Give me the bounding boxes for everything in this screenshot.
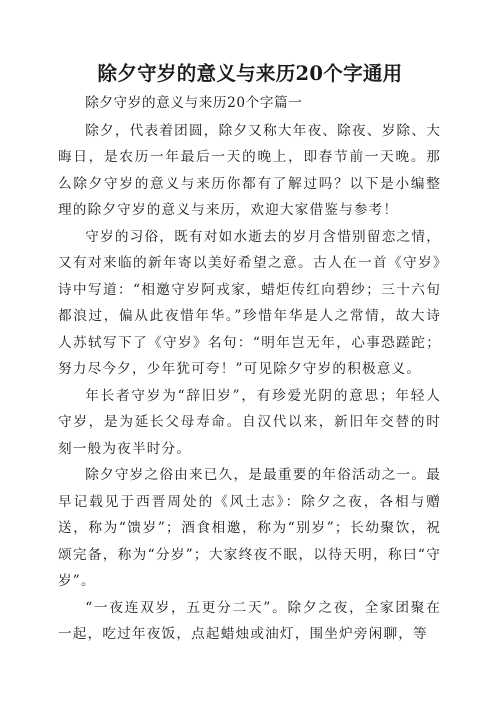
document-body <box>58 90 441 648</box>
document-title: 除夕守岁的意义与来历20个字通用 <box>97 62 403 85</box>
paragraph-new-year-eve: “一夜连双岁，五更分二天”。除夕之夜，全家团聚在一起，吃过年夜饭，点起蜡烛或油灯，围坐炉旁闲聊，等 <box>58 599 441 642</box>
section-heading: 除夕守岁的意义与来历20个字篇一 <box>85 95 303 111</box>
paragraph-custom-meaning: 守岁的习俗，既有对如水逝去的岁月含惜别留恋之情，又有对来临的新年寄以美好希望之意。古人在一首《守岁》诗中写道：“相邀守岁阿戎家，蜡炬传红向碧纱；三十六旬都浪过，偏从此夜惜年华。”珍惜年华是人之常情，故大诗人苏轼写下了《守岁》名句：“明年岂无年，心事恐蹉跎；努力尽今夕，少年犹可夸！”可见除夕守岁的积极意义。 <box>58 228 441 377</box>
paragraph-intro: 除夕，代表着团圆，除夕又称大年夜、除夜、岁除、大晦日，是农历一年最后一天的晚上，即春节前一天晚。那么除夕守岁的意义与来历你都有了解过吗？以下是小编整理的除夕守岁的意义与来历，欢迎大家借鉴与参考！ <box>58 122 441 218</box>
paragraph-elders-youth: 年长者守岁为“辞旧岁”，有珍爱光阴的意思；年轻人守岁，是为延长父母寿命。自汉代以来，新旧年交替的时刻一般为夜半时分。 <box>58 387 441 457</box>
paragraph-history: 除夕守岁之俗由来已久，是最重要的年俗活动之一。最早记载见于西晋周处的《风土志》：除夕之夜，各相与赠送，称为“馈岁”；酒食相邀，称为“别岁”；长幼聚饮，祝颂完备，称为“分岁”；大家终夜不眠，以待天明，称曰“守岁”。 <box>58 467 441 589</box>
